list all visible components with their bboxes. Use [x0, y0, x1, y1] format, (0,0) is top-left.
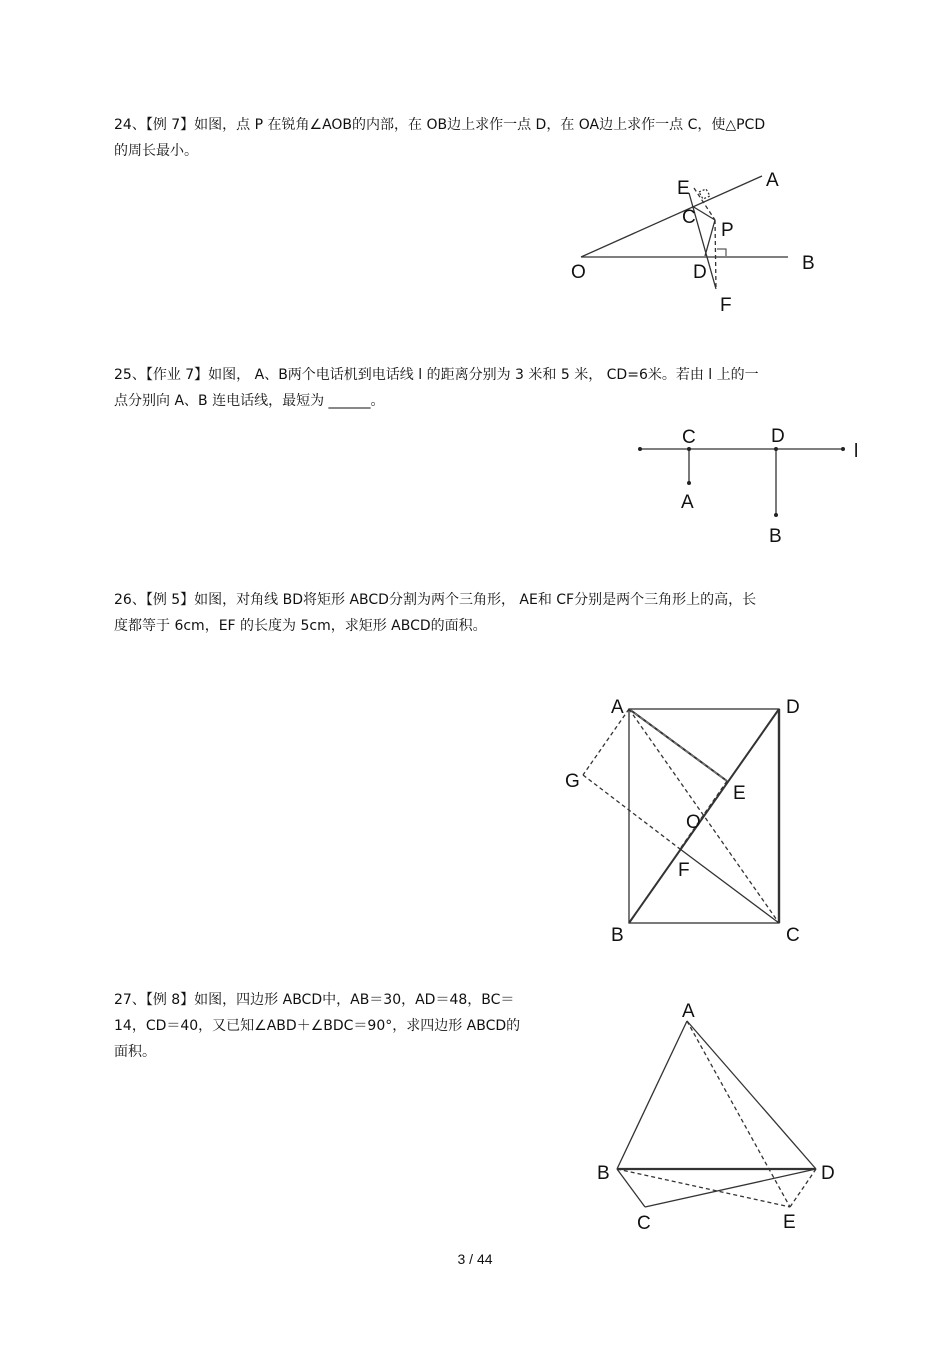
diagonal-BD: [629, 709, 779, 923]
figure-27: [617, 1021, 816, 1207]
label-B: B: [769, 526, 782, 547]
problem-26-line-2: 度都等于 6cm，EF 的长度为 5cm，求矩形 ABCD的面积。: [114, 618, 487, 634]
figure-27-labels: [597, 1001, 835, 1234]
problem-24-line-2: 的周长最小。: [114, 143, 198, 159]
problem-25-line-2: 点分别向 A、B 连电话线，最短为 ______。: [114, 393, 385, 409]
label-E: E: [783, 1212, 796, 1233]
label-l: l: [854, 441, 859, 462]
label-C: C: [682, 427, 696, 448]
label-D: D: [771, 426, 785, 447]
label-D: D: [786, 697, 800, 718]
point-B: [774, 513, 778, 517]
problem-26-line-1: 26、【例 5】如图，对角线 BD将矩形 ABCD分割为两个三角形， AE和 CF分别是两个三角形上的高，长: [114, 592, 757, 608]
label-E: E: [677, 178, 690, 199]
segment-PF-dashed: [715, 220, 716, 289]
label-O: O: [571, 262, 586, 283]
label-B: B: [611, 925, 624, 946]
label-A: A: [681, 492, 694, 513]
label-F: F: [720, 295, 732, 316]
label-B: B: [802, 253, 815, 274]
segment-PD: [705, 220, 715, 256]
figure-26-labels: [565, 697, 800, 946]
label-D: D: [693, 262, 707, 283]
point-D: [774, 447, 778, 451]
label-A: A: [682, 1001, 695, 1022]
segment-AE-dashed: [687, 1021, 790, 1207]
segment-AE: [629, 709, 727, 781]
label-D: D: [821, 1163, 835, 1184]
label-C: C: [637, 1213, 651, 1234]
problem-27-line-2: 14，CD＝40，又已知∠ABD＋∠BDC＝90°，求四边形 ABCD的: [114, 1018, 521, 1034]
label-F: F: [678, 860, 690, 881]
figure-25-points: [638, 447, 845, 517]
segment-AG-dashed: [583, 709, 629, 775]
point-l-right: [841, 447, 845, 451]
problem-24-line-1: 24、【例 7】如图，点 P 在锐角∠AOB的内部，在 OB边上求作一点 D，在 OA边上求作一点 C，使△PCD: [114, 117, 766, 133]
segment-GF-dashed: [583, 775, 680, 849]
label-B: B: [597, 1163, 610, 1184]
label-P: P: [721, 220, 734, 241]
point-A: [687, 481, 691, 485]
problem-25-line-1: 25、【作业 7】如图， A、B两个电话机到电话线 l 的距离分别为 3 米和 5 米， CD=6米。若由 l 上的一: [114, 367, 759, 383]
label-A: A: [611, 697, 624, 718]
figure-24-labels: [571, 170, 815, 316]
figure-25-labels: [681, 426, 858, 547]
page-number: 3 / 44: [457, 1251, 493, 1267]
segment-BE-dashed: [617, 1169, 790, 1207]
segment-CF: [680, 849, 779, 923]
label-A: A: [766, 170, 779, 191]
label-O: O: [686, 812, 701, 833]
segment-AD: [687, 1021, 816, 1169]
label-C: C: [786, 925, 800, 946]
label-C: C: [682, 207, 696, 228]
point-l-left: [638, 447, 642, 451]
figure-26: [583, 709, 779, 923]
problem-27-line-1: 27、【例 8】如图，四边形 ABCD中，AB＝30，AD＝48，BC＝: [114, 992, 515, 1008]
problem-27-line-3: 面积。: [114, 1044, 156, 1060]
segment-DE-dashed: [790, 1169, 816, 1207]
segment-EP-dashed: [694, 188, 715, 220]
right-angle-mark-B: [717, 249, 726, 256]
right-angle-mark-E: [699, 189, 710, 199]
segment-CD: [645, 1169, 816, 1207]
label-G: G: [565, 771, 580, 792]
ray-OA: [581, 176, 762, 257]
figure-25: [640, 449, 843, 515]
label-E: E: [733, 783, 746, 804]
segment-AB: [617, 1021, 687, 1169]
